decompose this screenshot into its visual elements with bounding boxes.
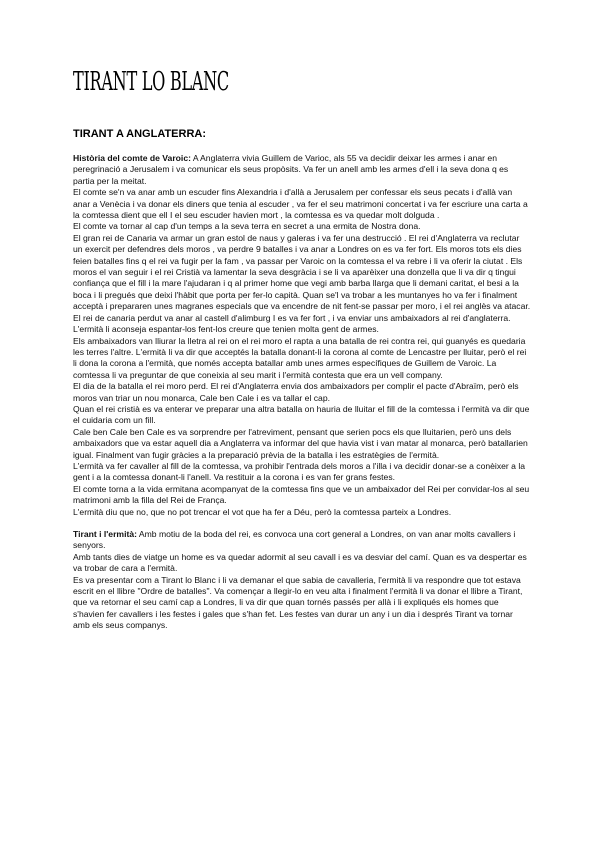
paragraph: Història del comte de Varoic: A Anglaterra vivia Guillem de Varioc, als 55 va decidir deixar les armes i anar en peregrinació a Jerusalem i va comunicar els seus propòsits. Va fer un anell amb les armes d'ell i la seva dona q es partia per la meitat.: [73, 153, 509, 186]
paragraph: Tirant i l'ermità: Amb motiu de la boda del rei, es convoca una cort general a Londres, on van anar molts cavallers i senyors.: [73, 529, 516, 551]
paragraph: Es va presentar com a Tirant lo Blanc i li va demanar el que sabia de cavalleria, l'ermità li va respondre que tot estava escrit en el llibre "Ordre de batalles". Va començar a llegir-lo en veu alta i finalment l'ermità li va donar el llibre a Tirant, que va retornar el seu camí cap a Londres, li va dir que quan tornés passés per allà i li expliqués els homes que s'havien fer cavallers i les festes i gales que s'han fet. Les festes van durar un any i un dia i després Tirant va tornar amb els seus companys.: [73, 574, 523, 631]
section-heading-comte-de-varoic: Història del comte de Varoic:: [73, 153, 191, 163]
paragraph: El comte se'n va anar amb un escuder fins Alexandria i d'allà a Jerusalem per confessar els seus pecats i d'allà van anar a Venècia i va donar els diners que tenia al escuder , va fer el seu matrimoni concertat i va fer escriure una carta a la comtessa dient que ell I el seu escuder havien mort , la comtessa es va quedar molt dolguda .: [73, 187, 528, 221]
paragraph: El dia de la batalla el rei moro perd. El rei d'Anglaterra envia dos ambaixadors per complir el pacte d'Abraïm, però els moros van triar un nou monarca, Cale ben Cale i es va tallar el cap.: [73, 381, 519, 403]
paragraph: Cale ben Cale ben Cale es va sorprendre per l'atreviment, pensant que serien pocs els que lluitarien, però uns dels ambaixadors que va estar aquell dia a Anglaterra va informar del que havia vist i van matar al monarca, però batallarien igual. Finalment van fugir gràcies a la preparació prèvia de la batalla i les estratègies de l'ermità.: [73, 426, 528, 460]
paragraph: L'ermità va fer cavaller al fill de la comtessa, va prohibir l'entrada dels moros a l'illa i va decidir donar-se a conèixer a la gent i a la comtessa donant-li l'anell. Va restituir a la corona i es van fer grans festes.: [73, 460, 526, 483]
section-heading-tirant-i-l-ermita: Tirant i l'ermità:: [73, 529, 137, 539]
paragraph: L'ermità diu que no, que no pot trencar el vot que ha fer a Déu, però la comtessa parteix a Londres.: [73, 506, 452, 517]
paragraph: El comte torna a la vida ermitana acompanyat de la comtessa fins que ve un ambaixador del Rei per convidar-los al seu matrimoni amb la filla del Rei de França.: [73, 483, 530, 506]
document-body: [73, 153, 531, 632]
paragraph: Els ambaixadors van lliurar la lletra al rei on el rei moro el rapta a una batalla de rei contra rei, qui guanyés es quedaria les terres l'altre. L'ermità li va dir que acceptés la batalla donant-li la corona al comte de Lencastre per lluitar, però el rei li dona la corona a l'ermità, que només accepta batallar amb unes armes específiques de Guillem de Varoic. La comtessa li va preguntar de que coneixia al seu marit i l'ermità contesta que era un vell company.: [73, 335, 527, 380]
document-title: TIRANT LO BLANC: [73, 67, 229, 97]
paragraph: El comte va tornar al cap d'un temps a la seva terra en secret a una ermita de Nostra dona.: [73, 221, 421, 232]
paragraph: El gran rei de Canaria va armar un gran estol de naus y galeras i va fer una destrucció . El rei d'Anglaterra va reclutar un exercit per defendres dels moros , va perdre 9 batalles i va anar a Londres on es va fer fort. Els moros tots els dies feien batalles fins q el rei va fugir per la fam , va passar per Varoic on la comtessa el va rebre i li va oferir la ciutat . Els moros el van seguir i el rei Cristià va lamentar la seva desgràcia i se li va aparèixer una donzella que li va dir q tingui confiança que el fill i la mare l'ajudaran i q al primer home que vegi amb barba llarga que li demani caritat, el besi a la boca i li pregués que deixi l'hàbit que porta per fer-lo capità. Quan se'l va trobar a les muntanyes ho va fer i finalment acceptà i prepararen unes magranes especials que va encendre de nit fent-se passar per moro, i el rei anglès va atacar.: [73, 232, 531, 312]
paragraph: Amb tants dies de viatge un home es va quedar adormit al seu cavall i es va desviar del camí. Quan es va despertar es va trobar de cara a l'ermità.: [73, 551, 527, 574]
paragraph: Quan el rei cristià es va enterar ve preparar una altra batalla on hauria de lluitar el fill de la comtessa i l'ermità va dir que el cuidaria com un fill.: [73, 403, 530, 426]
paragraph: El rei de canaria perdut va anar al castell d'alimburg I es va fer fort , i va enviar uns ambaixadors al rei d'anglaterra. L'ermità li aconseja espantar-los fent-los creure que tenien molta gent de armes.: [73, 312, 511, 335]
section-subtitle: TIRANT A ANGLATERRA:: [73, 128, 206, 140]
